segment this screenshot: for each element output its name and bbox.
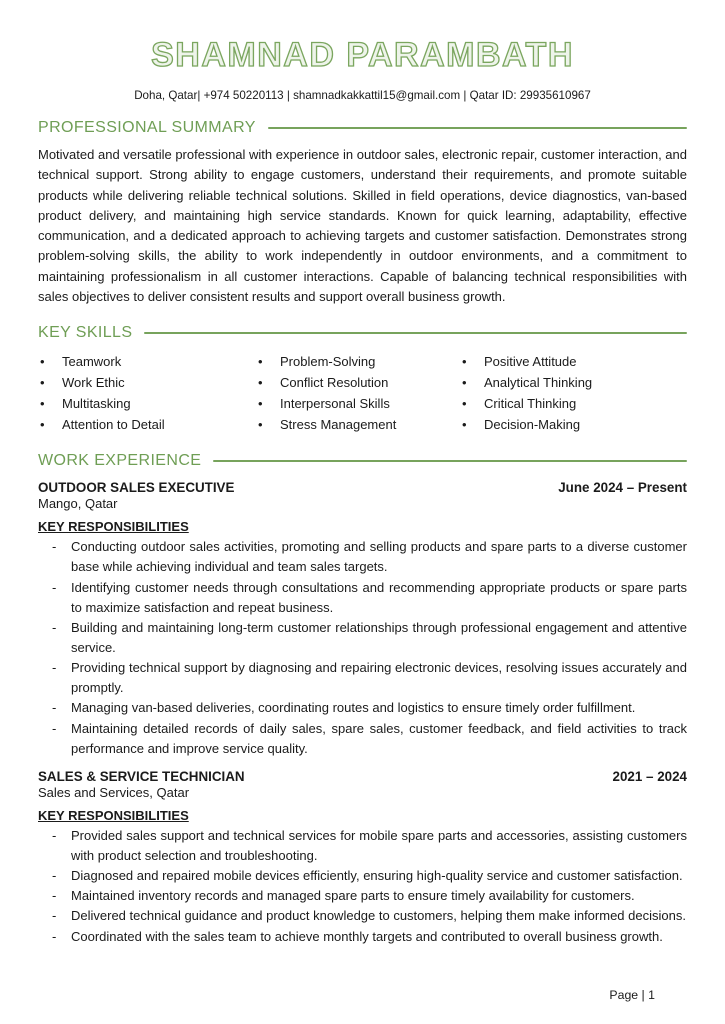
responsibility-text: Diagnosed and repaired mobile devices efficiently, ensuring high-quality service and customer satisfaction. — [71, 868, 683, 884]
responsibility-text: Providing technical support by diagnosing and repairing electronic devices, resolving issues accurately and promptly. — [71, 660, 687, 696]
job-title: SALES & SERVICE TECHNICIAN — [38, 768, 245, 784]
skill-label: Teamwork — [62, 354, 122, 370]
responsibility-item — [52, 886, 687, 906]
heading-rule — [213, 460, 687, 462]
contact-line: Doha, Qatar| +974 50220113 | shamnadkakkattil15@gmail.com | Qatar ID: 29935610967 — [134, 89, 591, 102]
dash-marker: - — [52, 827, 57, 843]
job-entry — [38, 769, 687, 947]
responsibility-item — [52, 826, 687, 866]
page-number: Page | 1 — [609, 988, 655, 1002]
bullet-icon: • — [40, 416, 45, 432]
skill-item — [40, 415, 256, 436]
skill-item — [462, 415, 687, 436]
bullet-icon: • — [40, 395, 45, 411]
skill-label: Stress Management — [280, 416, 397, 432]
responsibility-text: Identifying customer needs through consultations and recommending appropriate products or spare parts to maximize satisfaction and repeat business. — [71, 579, 687, 615]
responsibilities-list — [38, 826, 687, 947]
job-dates: June 2024 – Present — [558, 480, 687, 496]
section-work-experience — [38, 452, 687, 946]
responsibility-item — [52, 906, 687, 926]
responsibility-text: Maintained inventory records and managed spare parts to ensure timely availability for customers. — [71, 888, 635, 904]
skill-label: Positive Attitude — [484, 354, 577, 370]
skill-item — [40, 352, 256, 373]
job-header — [38, 769, 687, 784]
heading-rule — [268, 127, 687, 129]
dash-marker: - — [52, 619, 57, 635]
responsibility-text: Maintaining detailed records of daily sales, spare sales, customer feedback, and field activities to track performance and improve service quality. — [71, 720, 687, 756]
responsibilities-title: KEY RESPONSIBILITIES — [38, 519, 189, 535]
skill-item — [462, 352, 687, 373]
dash-marker: - — [52, 868, 57, 884]
responsibility-text: Building and maintaining long-term customer relationships through professional engagement and attentive service. — [71, 619, 687, 656]
responsibility-item — [52, 578, 687, 618]
section-key-skills — [38, 324, 687, 435]
skill-item — [40, 373, 256, 394]
bullet-icon: • — [462, 354, 467, 370]
job-dates: 2021 – 2024 — [612, 768, 687, 784]
work-experience-heading — [38, 452, 687, 470]
responsibility-item — [52, 658, 687, 698]
key-skills-title: KEY SKILLS — [38, 324, 133, 342]
responsibilities-title: KEY RESPONSIBILITIES — [38, 807, 189, 823]
professional-summary-text: Motivated and versatile professional with experience in outdoor sales, electronic repair, customer interaction, and technical support. Strong ability to engage customers, understand their requirements, and promote suitable products while delivering reliable technical solutions. Skilled in field operations, device diagnostics, van-based product delivery, and maintaining high service standards. Known for quick learning, adaptability, effective communication, and a dedicated approach to achieving targets and customer satisfaction. Demonstrates strong problem-solving skills, the ability to work independently in outdoor environments, and a commitment to maintaining professionalism in all customer interactions. Capable of balancing technical responsibilities with sales objectives to deliver consistent results and support overall business growth. — [38, 147, 687, 304]
dash-marker: - — [52, 928, 57, 944]
skills-column-1 — [38, 352, 256, 435]
skill-label: Analytical Thinking — [484, 374, 593, 390]
job-title: OUTDOOR SALES EXECUTIVE — [38, 480, 235, 496]
responsibilities-list — [38, 537, 687, 759]
skill-label: Conflict Resolution — [280, 374, 389, 390]
dash-marker: - — [52, 579, 57, 595]
skill-item — [258, 415, 460, 436]
skill-label: Multitasking — [62, 395, 131, 411]
dash-marker: - — [52, 908, 57, 924]
bullet-icon: • — [462, 416, 467, 432]
responsibility-item — [52, 537, 687, 577]
responsibility-text: Coordinated with the sales team to achieve monthly targets and contributed to overall business growth. — [71, 928, 663, 944]
responsibility-item — [52, 866, 687, 886]
skill-item — [258, 394, 460, 415]
bullet-icon: • — [258, 395, 263, 411]
skills-column-3 — [460, 352, 687, 435]
bullet-icon: • — [258, 354, 263, 370]
responsibility-item — [52, 927, 687, 947]
key-skills-heading — [38, 324, 687, 342]
skills-column-2 — [256, 352, 460, 435]
professional-summary-title: PROFESSIONAL SUMMARY — [38, 119, 256, 136]
job-company: Sales and Services, Qatar — [38, 784, 190, 800]
skill-item — [258, 373, 460, 394]
skill-label: Interpersonal Skills — [280, 395, 390, 411]
skills-grid — [38, 352, 687, 435]
heading-rule — [144, 332, 687, 334]
skill-label: Problem-Solving — [280, 354, 376, 370]
dash-marker: - — [52, 539, 57, 555]
professional-summary-heading — [38, 119, 687, 137]
responsibility-text: Provided sales support and technical services for mobile spare parts and accessories, assisting customers with product selection and troubleshooting. — [71, 827, 687, 863]
responsibility-item — [52, 618, 687, 658]
dash-marker: - — [52, 720, 57, 736]
skill-item — [462, 373, 687, 394]
dash-marker: - — [52, 660, 57, 676]
section-professional-summary — [38, 119, 687, 307]
skill-item — [258, 352, 460, 373]
bullet-icon: • — [40, 374, 45, 390]
responsibility-item — [52, 698, 687, 718]
skill-label: Critical Thinking — [484, 395, 577, 411]
work-experience-title: WORK EXPERIENCE — [38, 452, 202, 470]
bullet-icon: • — [40, 354, 45, 370]
bullet-icon: • — [462, 374, 467, 390]
responsibility-item — [52, 719, 687, 759]
skill-item — [462, 394, 687, 415]
responsibility-text: Conducting outdoor sales activities, promoting and selling products and spare parts to a diverse customer base while achieving individual and team sales targets. — [71, 539, 687, 575]
bullet-icon: • — [258, 416, 263, 432]
dash-marker: - — [52, 700, 57, 716]
bullet-icon: • — [462, 395, 467, 411]
bullet-icon: • — [258, 374, 263, 390]
responsibility-text: Delivered technical guidance and product knowledge to customers, helping them make informed decisions. — [71, 908, 686, 924]
job-company: Mango, Qatar — [38, 496, 118, 512]
candidate-name: SHAMNAD PARAMBATH — [151, 36, 574, 74]
skill-label: Attention to Detail — [62, 416, 165, 432]
skill-label: Work Ethic — [62, 374, 125, 390]
skill-label: Decision-Making — [484, 416, 581, 432]
job-entry — [38, 480, 687, 759]
job-header — [38, 480, 687, 495]
skill-item — [40, 394, 256, 415]
responsibility-text: Managing van-based deliveries, coordinating routes and logistics to ensure timely order fulfillment. — [71, 700, 636, 716]
dash-marker: - — [52, 888, 57, 904]
